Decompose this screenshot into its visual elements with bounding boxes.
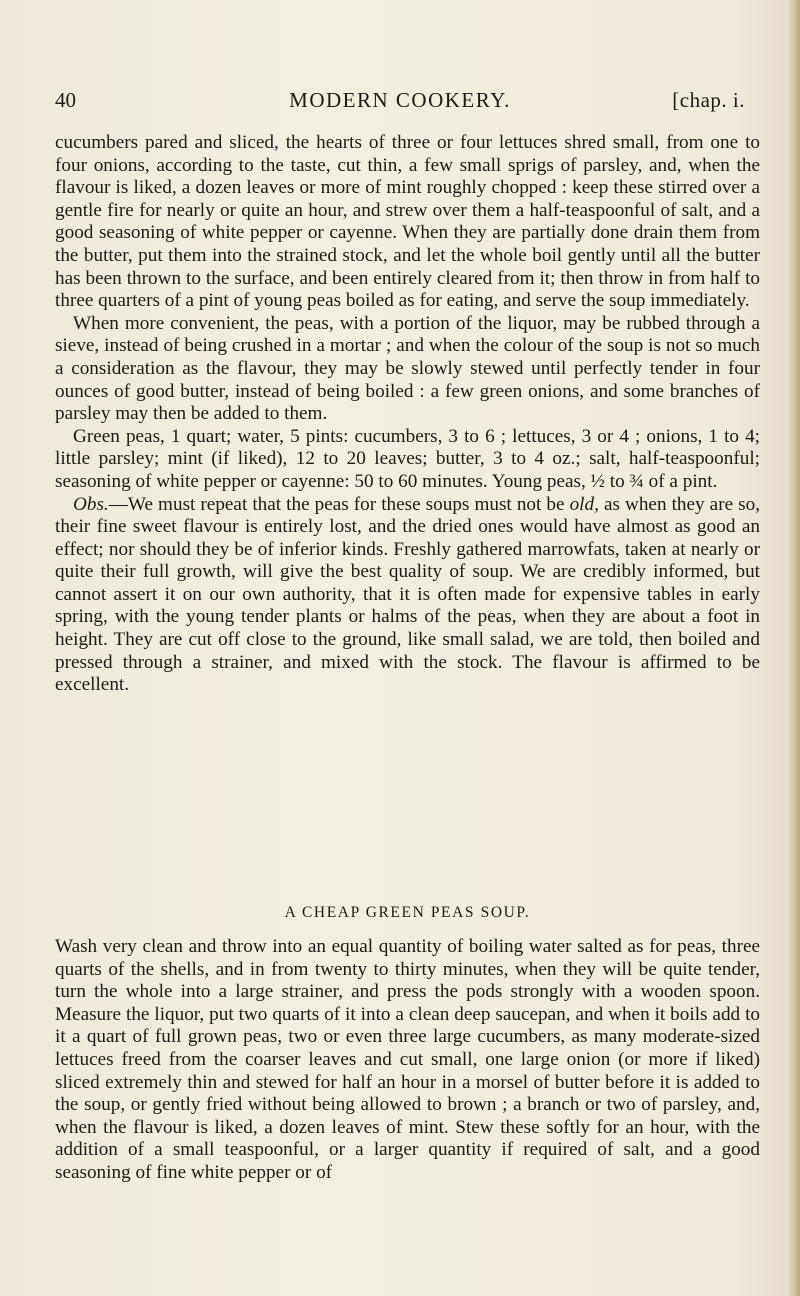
page-number: 40 bbox=[55, 88, 76, 112]
recipe-variation-paragraph: When more convenient, the peas, with a portion of the liquor, may be rubbed through a sieve, instead of being crushed in a mortar ; and when the colour of the soup is not so much a consideration as the flavour, they may be slowly stewed until perfectly tender in four ounces of good butter, instead of being boiled : a few green onions, and some branches of parsley may then be added to them. bbox=[55, 312, 760, 425]
obs-text-2: as when they are so, their fine sweet flavour is entirely lost, and the dried ones would have almost as good an effect; nor should they be of inferior kinds. Freshly gathered marrowfats, taken at nearly or quite their full growth, will give the best quality of soup. We are credibly informed, but cannot assert it on our own authority, that it is often made for expensive tables in early spring, with the young tender plants or halms of the peas, when they are about a foot in height. They are cut off close to the ground, like small salad, we are told, then boiled and pressed through a strainer, and mixed with the stock. The flavour is affirmed to be excellent. bbox=[55, 493, 761, 696]
running-title: MODERN COOKERY. bbox=[289, 88, 511, 112]
recipe-continuation bbox=[55, 132, 760, 697]
section-heading: A CHEAP GREEN PEAS SOUP. bbox=[284, 904, 531, 921]
recipe-method-paragraph: cucumbers pared and sliced, the hearts of three or four lettuces shred small, from one to four onions, according to the taste, cut thin, a few small sprigs of parsley, and, when the flavour is liked, a dozen leaves or more of mint roughly chopped : keep these stirred over a gentle fire for nearly or quite an hour, and strew over them a half-teaspoonful of salt, and a good seasoning of white pepper or cayenne. When they are partially done drain them from the butter, put them into the strained stock, and let the whole boil gently until all the butter has been thrown to the surface, and been entirely cleared from it; then throw in from half to three quarters of a pint of young peas boiled as for eating, and serve the soup immediately. bbox=[55, 132, 760, 312]
obs-old-word: old, bbox=[569, 493, 599, 515]
obs-text-1: —We must repeat that the peas for these soups must not be bbox=[108, 493, 565, 515]
recipe-quantities-paragraph: Green peas, 1 quart; water, 5 pints: cucumbers, 3 to 6 ; lettuces, 3 or 4 ; onions, 1 to 4; little parsley; mint (if liked), 12 to 20 leaves; butter, 3 to 4 oz.; salt, half-teaspoonful; seasoning of white pepper or cayenne: 50 to 60 minutes. Young peas, ½ to ¾ of a pint. bbox=[55, 425, 760, 492]
obs-label: Obs. bbox=[73, 493, 109, 515]
observation-paragraph bbox=[55, 494, 760, 697]
cheap-soup-body: Wash very clean and throw into an equal quantity of boiling water salted as for peas, three quarts of the shells, and in from twenty to thirty minutes, when they will be quite tender, turn the whole into a large strainer, and press the pods strongly with a wooden spoon. Measure the liquor, put two quarts of it into a clean deep saucepan, and when it boils add to it a quart of full grown peas, two or even three large cucumbers, as many moderate-sized lettuces freed from the coarser leaves and cut small, one large onion (or more if liked) sliced extremely thin and stewed for half an hour in a morsel of butter before it is added to the soup, or gently fried without being allowed to brown ; a branch or two of parsley, and, when the flavour is liked, a dozen leaves of mint. Stew these softly for an hour, with the addition of a small teaspoonful, or a larger quantity if required of salt, and a good seasoning of fine white pepper or of bbox=[55, 936, 760, 1183]
chapter-marker: [chap. i. bbox=[672, 88, 745, 112]
running-header bbox=[55, 88, 745, 122]
cheap-soup-recipe bbox=[55, 936, 760, 1185]
page-edge-shadow bbox=[788, 0, 800, 1296]
